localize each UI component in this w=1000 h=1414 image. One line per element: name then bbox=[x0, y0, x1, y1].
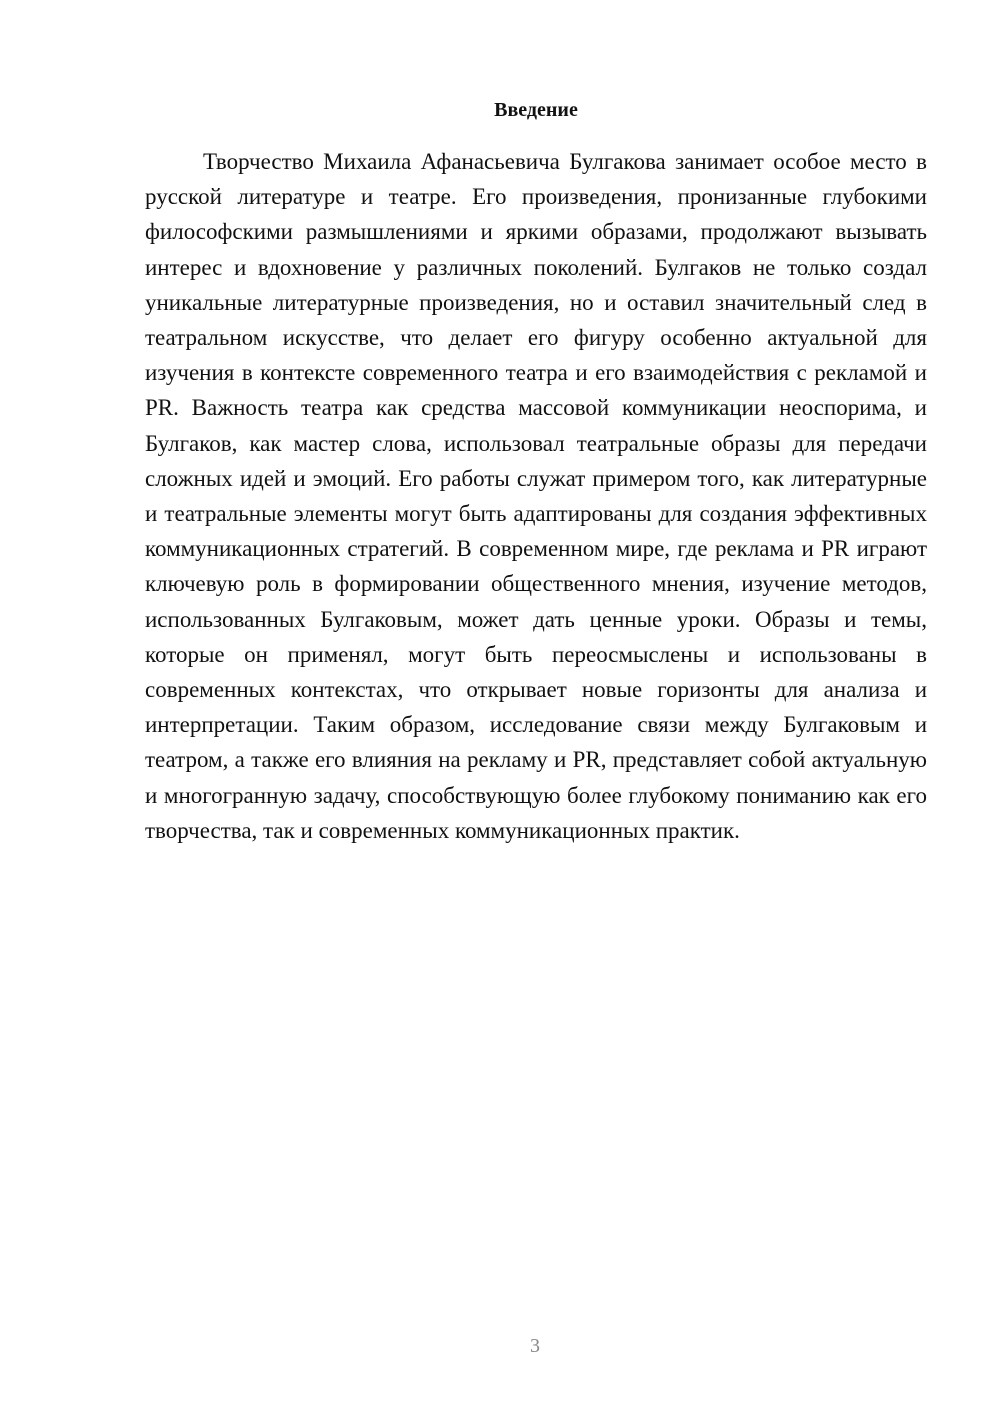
body-paragraph: Творчество Михаила Афанасьевича Булгакова занимает особое место в русской литературе и театре. Его произведения, пронизанные глубокими философскими размышлениями и яркими образами, продолжают вызывать интерес и вдохновение у различных поколений. Булгаков не только создал уникальные литературные произведения, но и оставил значительный след в театральном искусстве, что делает его фигуру особенно актуальной для изучения в контексте современного театра и его взаимодействия с рекламой и PR. Важность театра как средства массовой коммуникации неоспорима, и Булгаков, как мастер слова, использовал театральные образы для передачи сложных идей и эмоций. Его работы служат примером того, как литературные и театральные элементы могут быть адаптированы для создания эффективных коммуникационных стратегий. В современном мире, где реклама и PR играют ключевую роль в формировании общественного мнения, изучение методов, использованных Булгаковым, может дать ценные уроки. Образы и темы, которые он применял, могут быть переосмыслены и использованы в современных контекстах, что открывает новые горизонты для анализа и интерпретации. Таким образом, исследование связи между Булгаковым и театром, а также его влияния на рекламу и PR, представляет собой актуальную и многогранную задачу, способствующую более глубокому пониманию как его творчества, так и современных коммуникационных практик. bbox=[145, 149, 927, 843]
section-heading: Введение bbox=[494, 99, 578, 121]
page-number: 3 bbox=[530, 1335, 540, 1357]
